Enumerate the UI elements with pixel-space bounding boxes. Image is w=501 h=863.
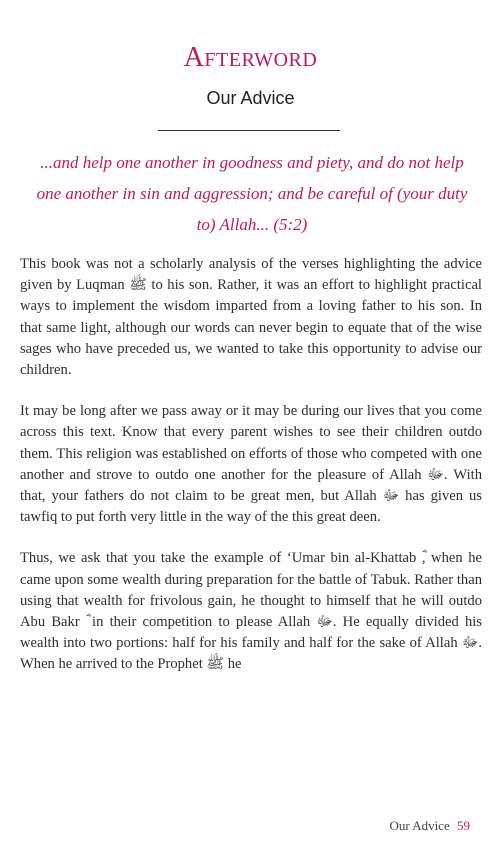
page-footer xyxy=(389,818,470,834)
body-text xyxy=(20,254,482,696)
heading-divider xyxy=(158,130,340,131)
paragraph: It may be long after we pass away or it may be during our lives that you come across this text. Know that every parent wishes to see their children outdo them. This religion was established on efforts of those who competed with one another and strove to outdo one another for the pleasure of Allah ﷻ. With that, your fathers do not claim to be great men, but Allah ﷻ has given us tawfiq to put forth very little in the way of the this great deen. xyxy=(20,403,482,526)
paragraph: Thus, we ask that you take the example of ‘Umar bin al-Khattab ؓ, when he came upon some wealth during preparation for the battle of Tabuk. Rather than using that wealth for frivolous gain, he thought to himself that he will outdo Abu Bakr ؓ in their competition to please Allah ﷻ. He equally divided his wealth into two portions: half for his family and half for the sake of Allah ﷻ. When he arrived to the Prophet ﷺ he xyxy=(20,550,482,673)
page-number: 59 xyxy=(457,818,470,833)
running-title: Our Advice xyxy=(389,818,450,833)
quranic-verse: ...and help one another in goodness and piety, and do not help one another in sin and aggression; and be careful of (your duty to) Allah... (5:2) xyxy=(36,153,468,234)
paragraph: This book was not a scholarly analysis of the verses highlighting the advice given by Luqman ﷺ to his son. Rather, it was an effort to highlight practical ways to implement the wisdom imparted from a loving father to his son. In that same light, although our words can never begin to equate that of the wise sages who have preceded us, we wanted to take this opportunity to advise our children. xyxy=(20,256,482,379)
chapter-subtitle: Our Advice xyxy=(206,88,295,108)
chapter-title: Afterword xyxy=(183,42,318,73)
